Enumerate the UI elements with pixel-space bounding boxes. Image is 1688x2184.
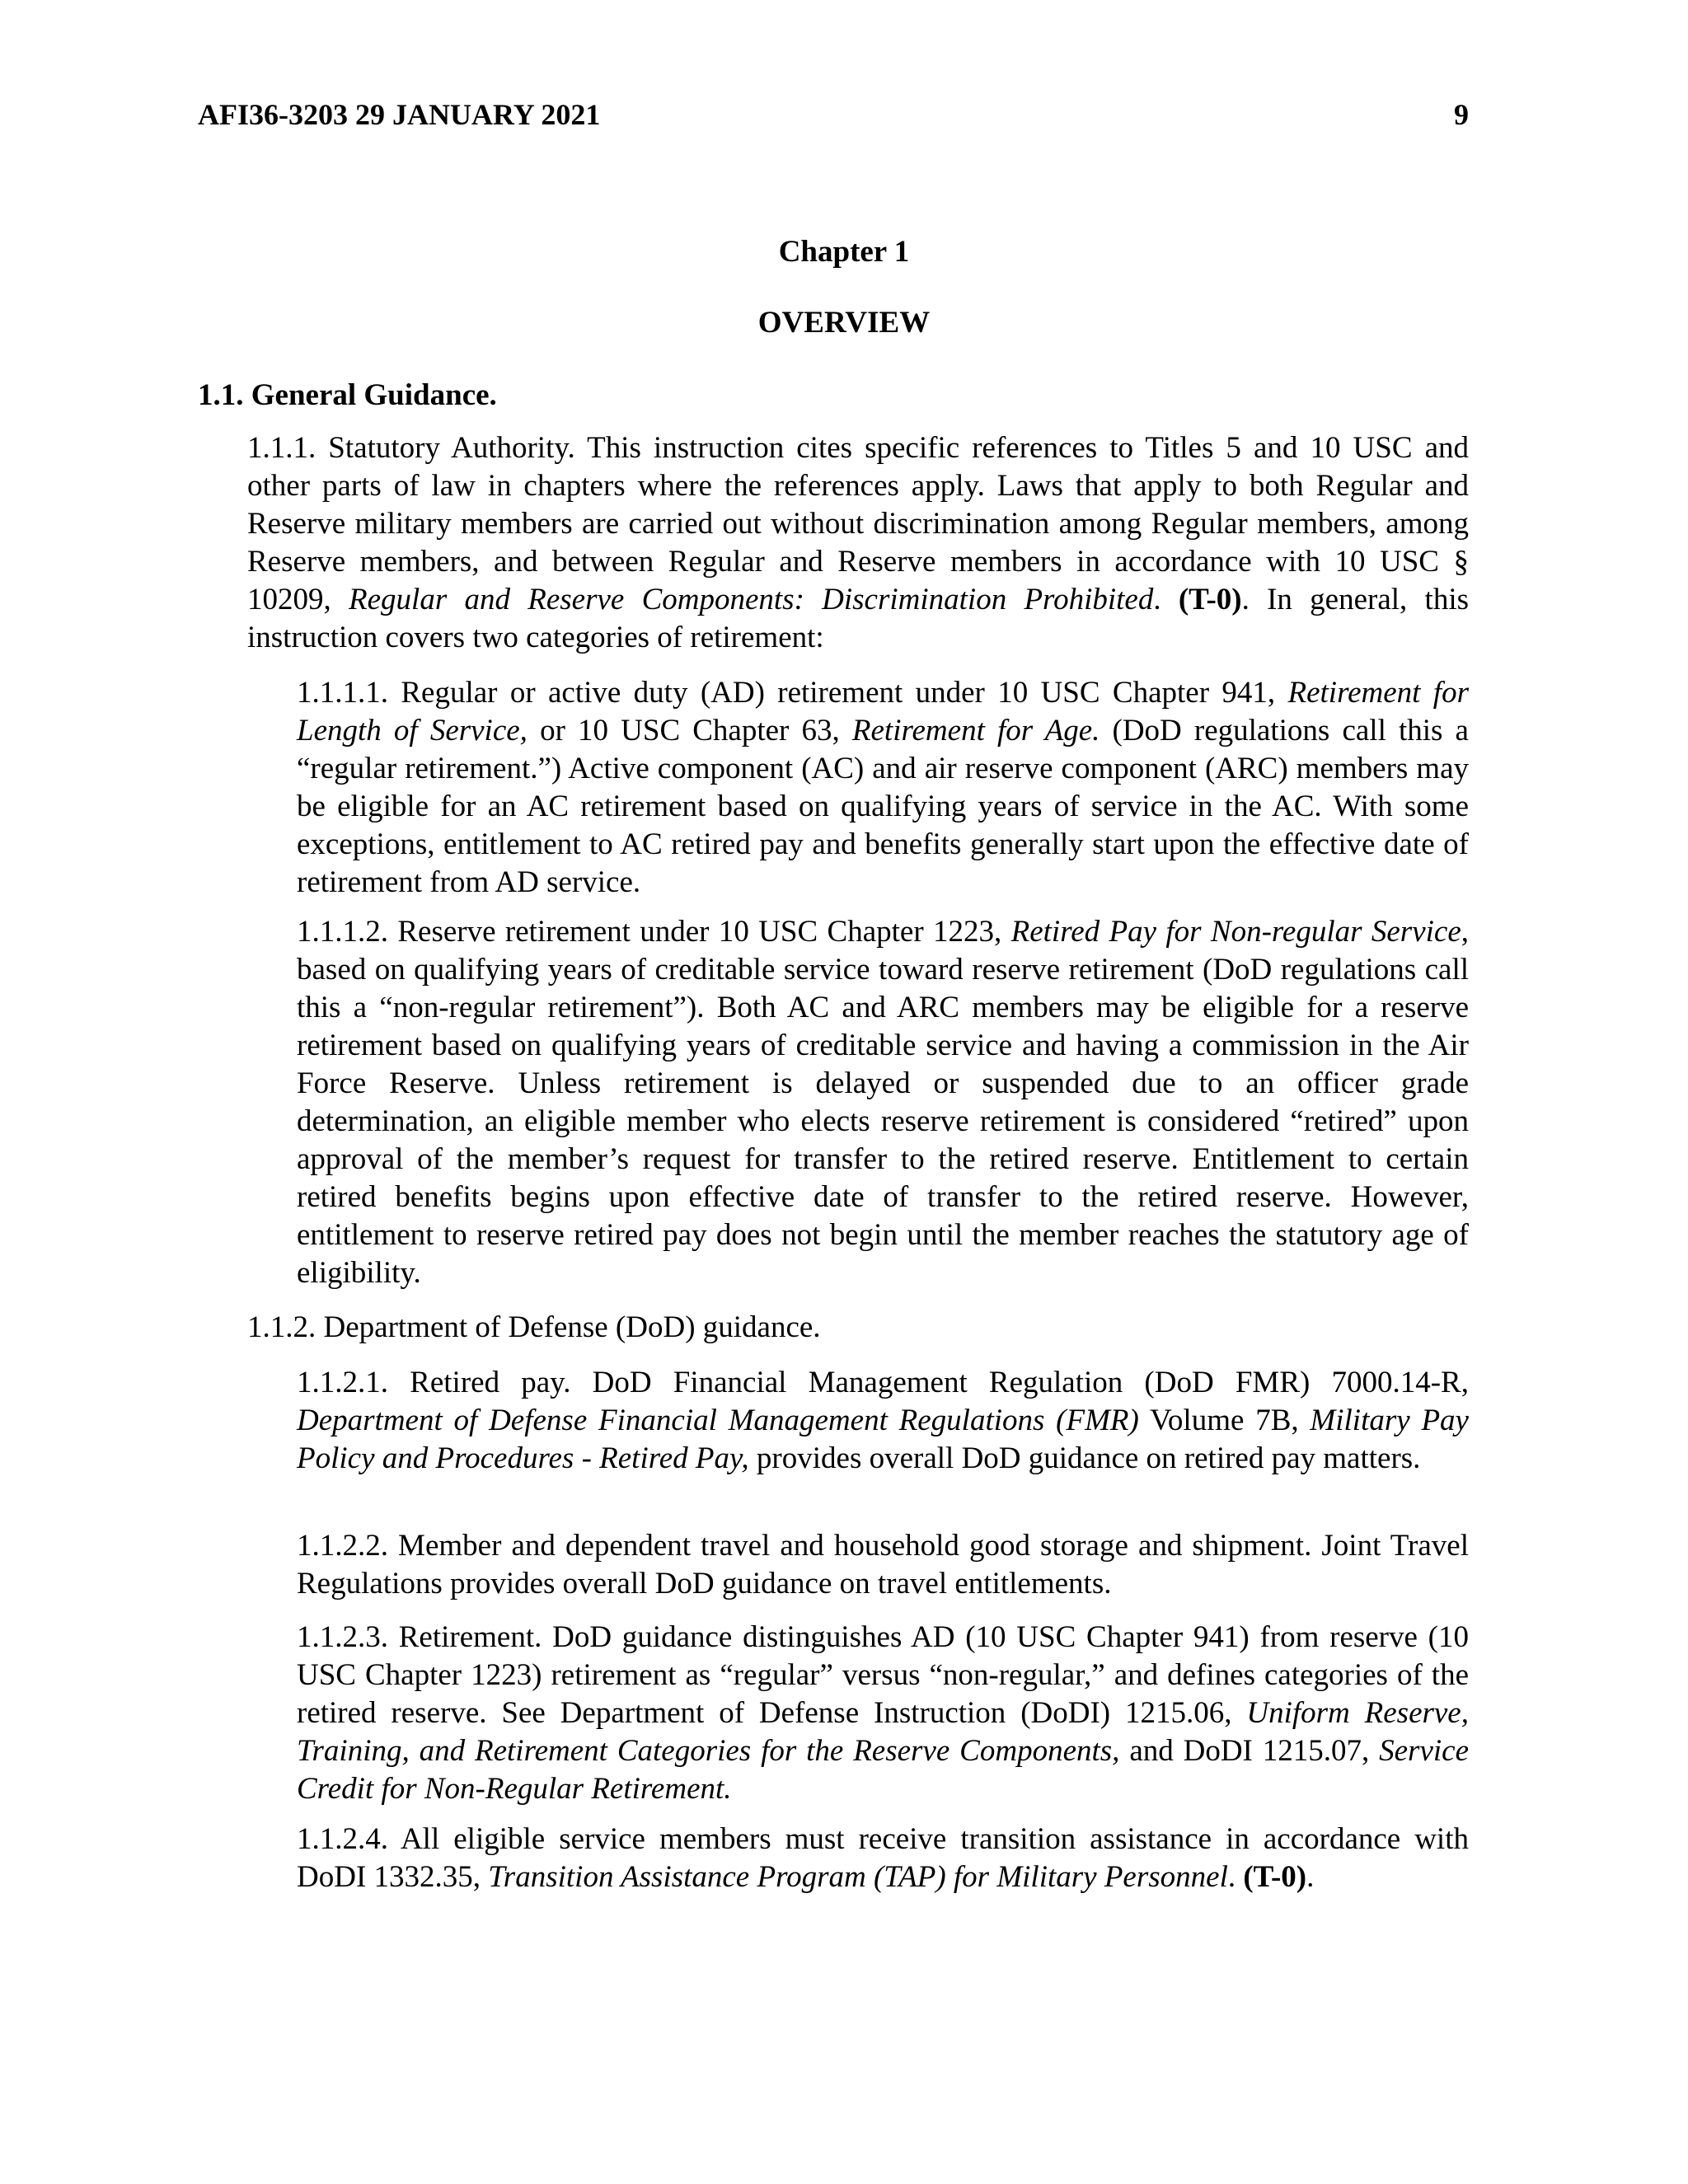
citation-title: Retirement for Age. [851,714,1100,748]
paragraph-1-1-2-1 [297,1364,1469,1478]
text-run: 1.1.2.4. All eligible service members must receive transition assistance in accordance with DoDI 1332.35, [297,1822,1469,1894]
text-run: . [1153,583,1179,616]
text-run: Volume 7B, [1138,1404,1311,1437]
paragraph-1-1-1-1 [297,674,1469,902]
text-run: 1.1.2.2. Member and dependent travel and household good storage and shipment. Joint Travel Regulations provides overall DoD guidance on travel entitlements. [297,1529,1469,1601]
text-run: 1.1.2.1. Retired pay. DoD Financial Management Regulation (DoD FMR) 7000.14-R, [297,1366,1469,1399]
text-run: , based on qualifying years of creditable service toward reserve retirement (DoD regulations call this a “non-regular retirement”). Both AC and ARC members may be eligible for a reserve retirement based on qualifying years of creditable service and having a commission in the Air Force Reserve. Unless retirement is delayed or suspended due to an officer grade determination, an eligible member who elects reserve retirement is considered “retired” upon approval of the member’s request for transfer to the retired reserve. Entitlement to certain retired benefits begins upon effective date of transfer to the retired reserve. However, entitlement to reserve retired pay does not begin until the member reaches the statutory age of eligibility. [297,915,1469,1290]
paragraph-1-1-2-3 [297,1619,1469,1808]
text-run: (DoD regulations call this a “regular retirement.”) Active component (AC) and air reserve component (ARC) members may be eligible for an AC retirement based on qualifying years of service in the AC. With some exceptions, entitlement to AC retired pay and benefits generally start upon the effective date of retirement from AD service. [297,714,1469,899]
paragraph-1-1-2-2 [297,1527,1469,1603]
text-run: 1.1.1.2. Reserve retirement under 10 USC Chapter 1223, [297,915,1011,949]
citation-title: Retirement for Length of Service, [297,676,1469,748]
tier-marker: (T-0) [1178,583,1242,616]
text-run: . [1227,1860,1244,1894]
document-id: AFI36-3203 29 JANUARY 2021 [198,98,601,131]
citation-title: Department of Defense Financial Management Regulations (FMR) [297,1404,1139,1437]
paragraph-1-1-2-4 [297,1821,1469,1896]
paragraph-1-1-1-2 [297,913,1469,1292]
text-run: . In general, this instruction covers two categories of retirement: [247,583,1470,654]
citation-title: Military Pay Policy and Procedures - Retired Pay, [297,1404,1469,1475]
text-run: and DoDI 1215.07, [1119,1734,1380,1768]
citation-title: Retired Pay for Non-regular Service [1010,915,1461,949]
citation-title: Service Credit for Non-Regular Retirement. [297,1734,1469,1806]
citation-title: Transition Assistance Program (TAP) for Military Personnel [488,1860,1228,1894]
text-run: 1.1.2. Department of Defense (DoD) guidance. [247,1310,821,1344]
text-run: 1.1.1. Statutory Authority. This instruction cites specific references to Titles 5 and 10 USC and other parts of law in chapters where the references apply. Laws that apply to both Regular and Reserve military members are carried out without discrimination among Regular members, among Reserve members, and between Regular and Reserve members in accordance with 10 USC § 10209, [247,431,1469,616]
chapter-title: OVERVIEW [757,306,931,340]
text-run: . [1306,1860,1315,1894]
text-run: or 10 USC Chapter 63, [527,714,852,748]
text-run: provides overall DoD guidance on retired pay matters. [748,1441,1421,1475]
text-run: 1.1.1.1. Regular or active duty (AD) retirement under 10 USC Chapter 941, [297,676,1288,710]
running-header [198,97,1469,138]
section-heading-1-1: 1.1. General Guidance. [198,378,497,412]
tier-marker: (T-0) [1243,1860,1307,1894]
page-number: 9 [1454,98,1469,131]
chapter-label: Chapter 1 [778,235,910,269]
text-run: 1.1.2.3. Retirement. DoD guidance distinguishes AD (10 USC Chapter 941) from reserve (10 USC Chapter 1223) retirement as “regular” versus “non-regular,” and defines categories of the retired reserve. See Department of Defense Instruction (DoDI) 1215.06, [297,1620,1469,1730]
citation-title: Regular and Reserve Components: Discrimination Prohibited [349,583,1154,616]
paragraph-1-1-2 [247,1309,1469,1347]
citation-title: Uniform Reserve, Training, and Retirement Categories for the Reserve Components, [297,1696,1469,1768]
paragraph-1-1-1 [247,429,1469,657]
